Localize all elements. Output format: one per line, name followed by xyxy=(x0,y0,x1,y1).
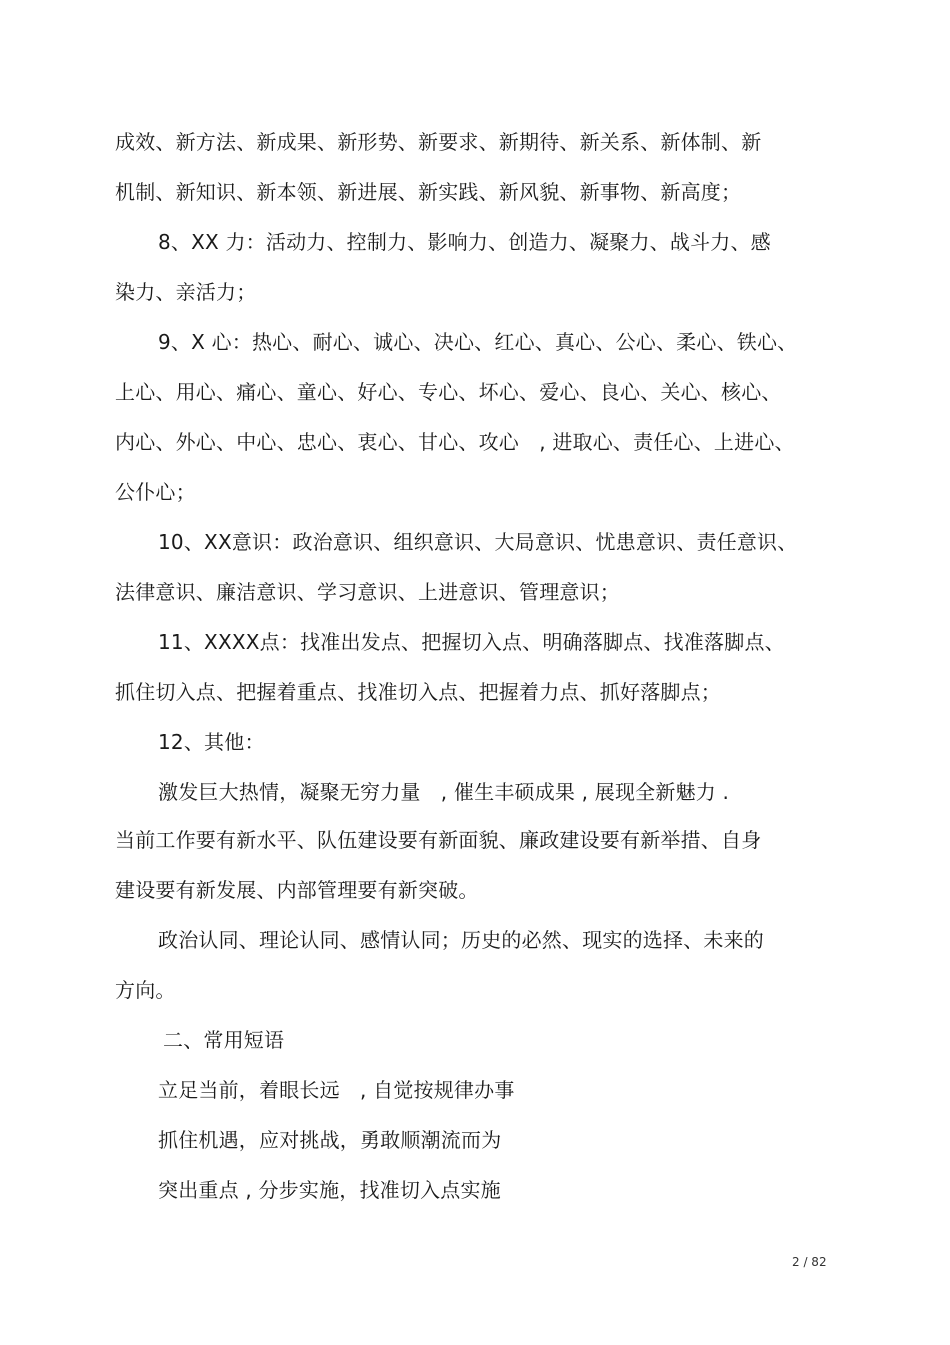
text-line: 上心、用心、痛心、童心、好心、专心、坏心、爱心、良心、关心、核心、 xyxy=(115,380,782,404)
text-line: 染力、亲活力； xyxy=(115,280,257,304)
text-line: 机制、新知识、新本领、新进展、新实践、新风貌、新事物、新高度； xyxy=(115,180,742,204)
text-line: 法律意识、廉洁意识、学习意识、上进意识、管理意识； xyxy=(115,580,620,604)
text-line: 10、XX意识：政治意识、组织意识、大局意识、忧患意识、责任意识、 xyxy=(158,530,798,554)
text-line: 突出重点 , 分步实施，找准切入点实施 xyxy=(158,1178,501,1202)
text-line: 内心、外心、中心、忠心、衷心、甘心、攻心 , 进取心、责任心、上进心、 xyxy=(115,430,795,454)
text-line: 成效、新方法、新成果、新形势、新要求、新期待、新关系、新体制、新 xyxy=(115,130,762,154)
text-line: 抓住机遇，应对挑战，勇敢顺潮流而为 xyxy=(158,1128,502,1152)
text-line: 政治认同、理论认同、感情认同；历史的必然、现实的选择、未来的 xyxy=(158,928,764,952)
text-line: 抓住切入点、把握着重点、找准切入点、把握着力点、抓好落脚点； xyxy=(115,680,721,704)
text-line: 激发巨大热情，凝聚无穷力量 , 催生丰硕成果 , 展现全新魅力 . xyxy=(158,780,730,804)
page-number: 2 / 82 xyxy=(792,1255,827,1269)
text-line: 立足当前，着眼长远 , 自觉按规律办事 xyxy=(158,1078,515,1102)
text-line: 11、XXXX点：找准出发点、把握切入点、明确落脚点、找准落脚点、 xyxy=(158,630,785,654)
text-line: 公仆心； xyxy=(115,480,196,504)
text-line: 当前工作要有新水平、队伍建设要有新面貌、廉政建设要有新举措、自身 xyxy=(115,828,762,852)
text-line: 9、X 心：热心、耐心、诚心、决心、红心、真心、公心、柔心、铁心、 xyxy=(158,330,798,354)
text-line: 8、XX 力：活动力、控制力、影响力、创造力、凝聚力、战斗力、感 xyxy=(158,230,771,254)
text-line: 12、其他： xyxy=(158,730,265,754)
text-line: 方向。 xyxy=(115,978,176,1002)
text-line: 建设要有新发展、内部管理要有新突破。 xyxy=(115,878,479,902)
section-heading: 二、常用短语 xyxy=(163,1028,285,1052)
